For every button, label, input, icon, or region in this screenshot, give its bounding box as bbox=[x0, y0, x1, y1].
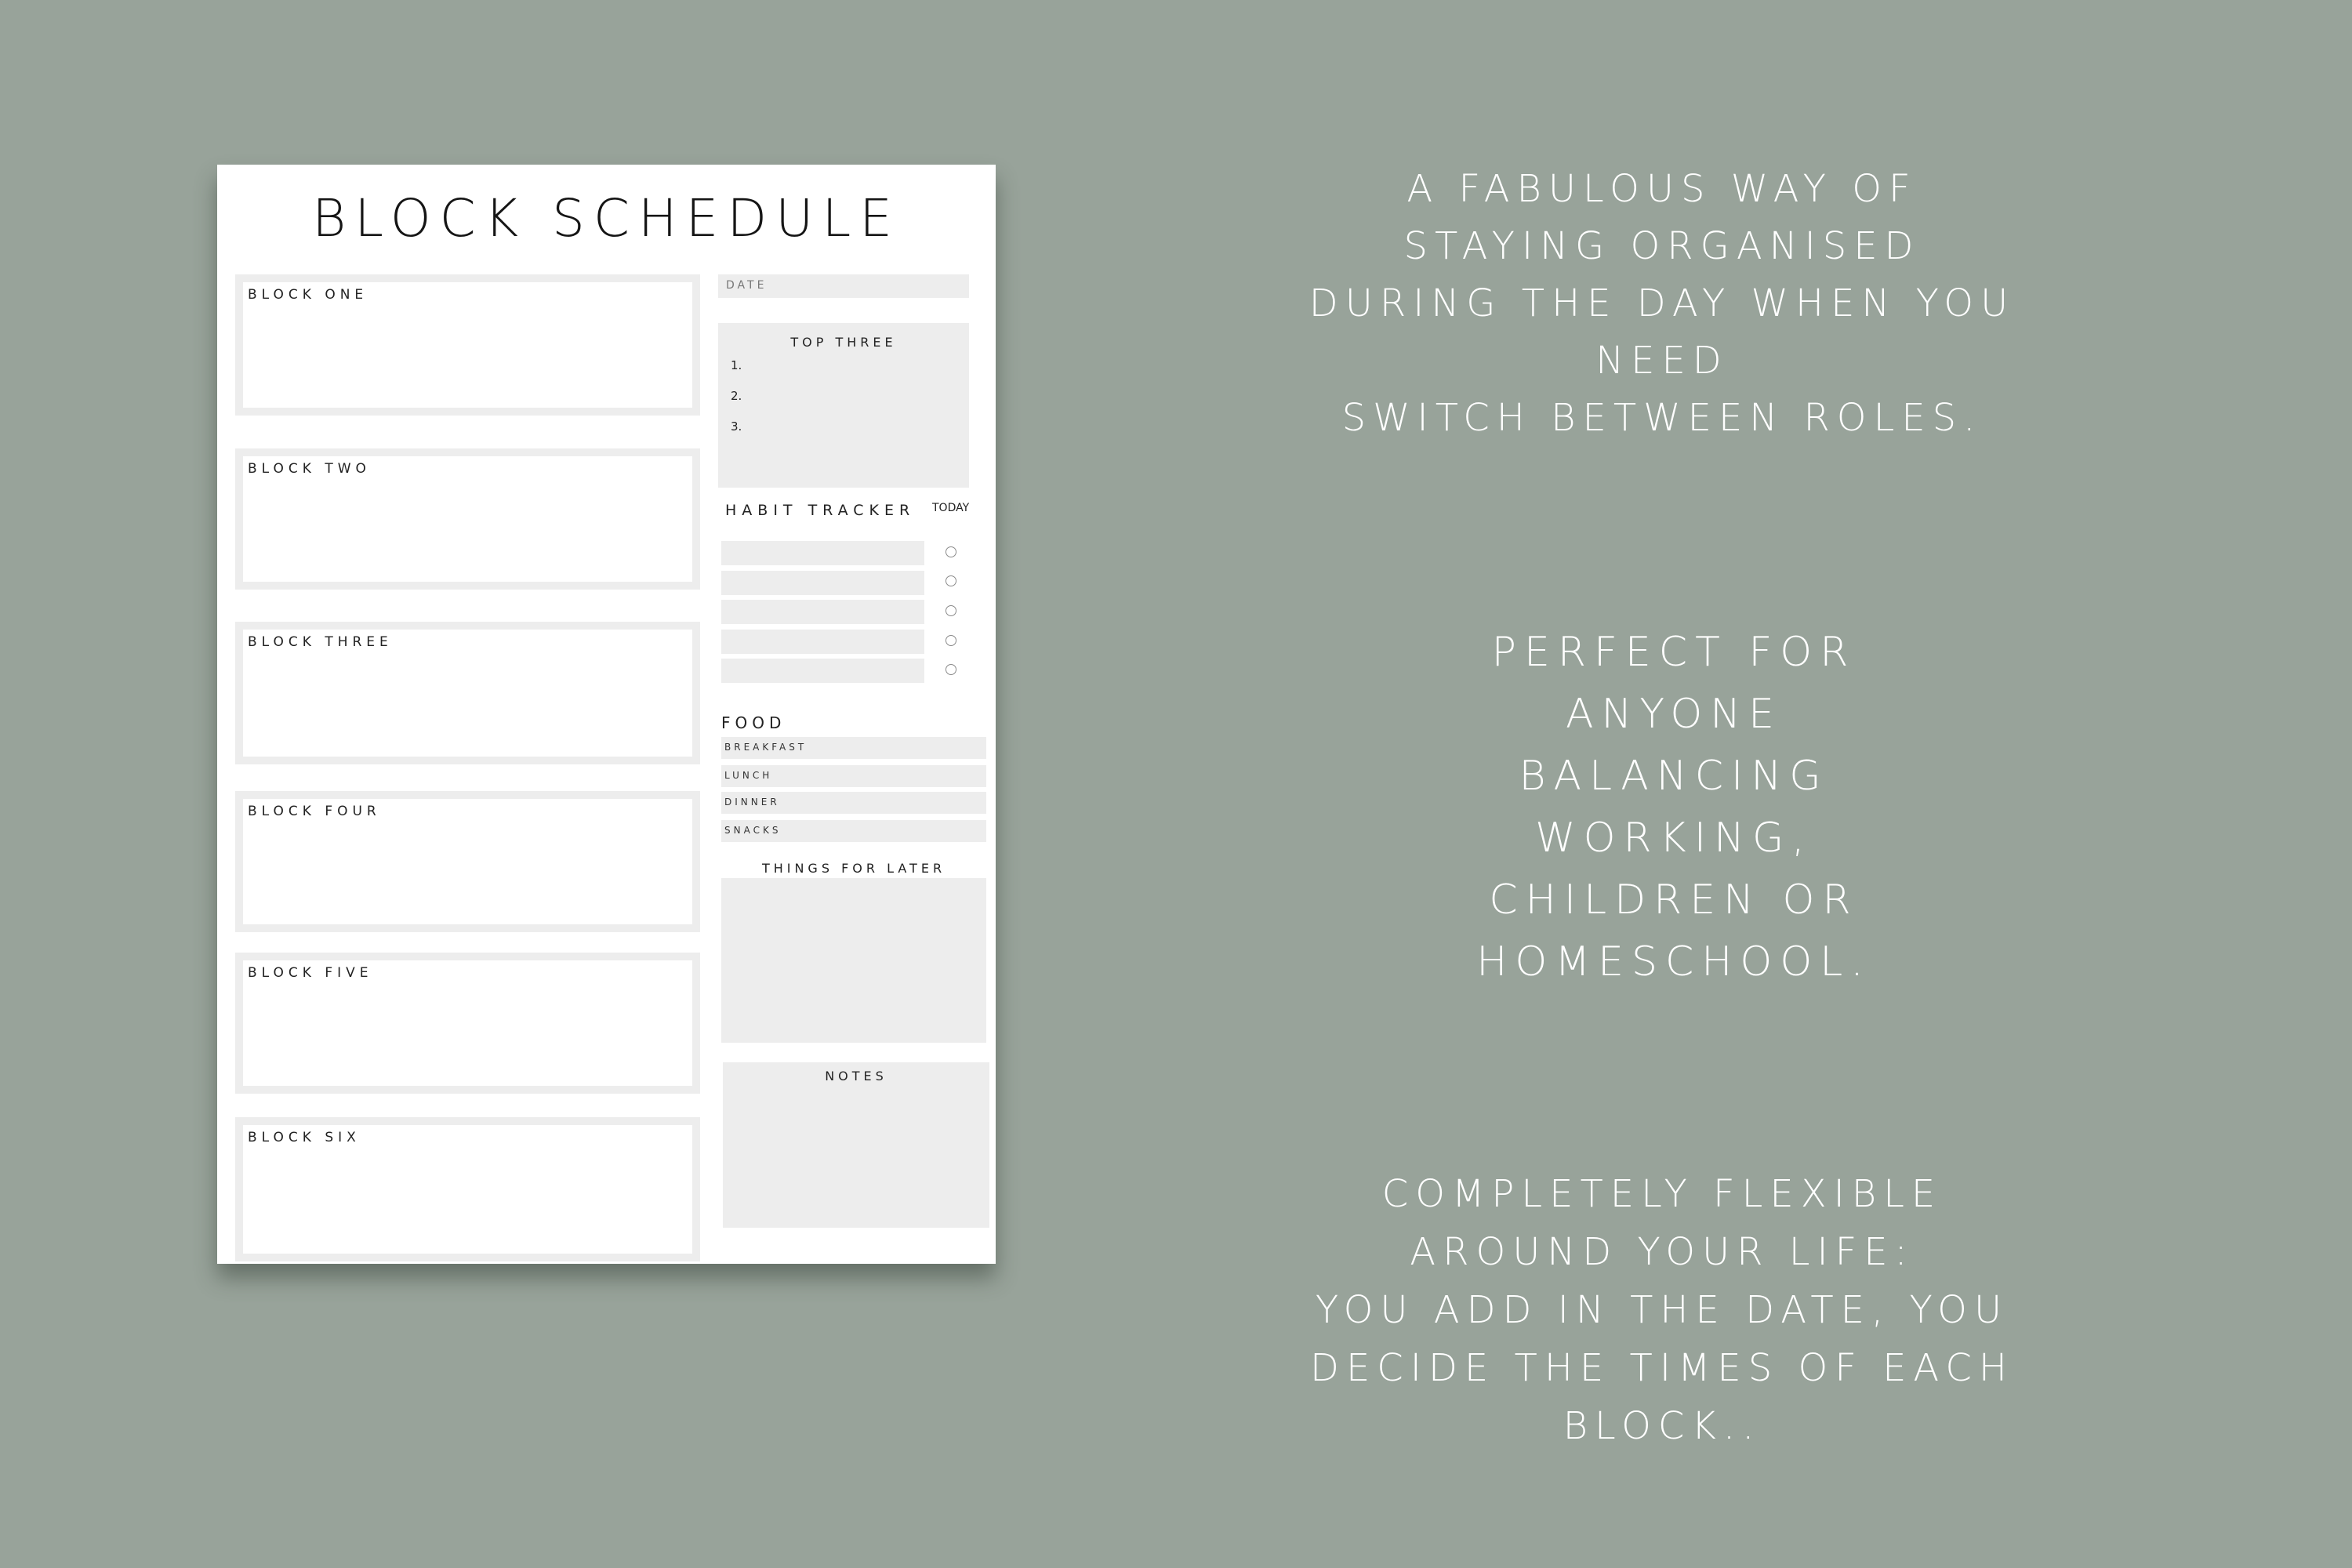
copy-line: BALANCING bbox=[1519, 753, 1829, 800]
food-row-lunch bbox=[721, 765, 986, 787]
food-breakfast-label: BREAKFAST bbox=[724, 742, 808, 753]
copy-line: CHILDREN OR bbox=[1489, 877, 1859, 924]
copy-line: WORKING, bbox=[1535, 815, 1813, 862]
food-dinner-label: DINNER bbox=[724, 797, 780, 808]
block-four-box bbox=[235, 791, 700, 932]
block-five-box bbox=[235, 953, 700, 1094]
habit-row bbox=[721, 630, 924, 654]
date-field bbox=[718, 274, 969, 298]
top-three-item-1: 1. bbox=[731, 358, 742, 372]
date-label: DATE bbox=[726, 279, 768, 292]
copy-line: STAYING ORGANISED bbox=[1403, 224, 1921, 268]
copy-line: PERFECT FOR bbox=[1491, 629, 1857, 676]
block-six-label: BLOCK SIX bbox=[248, 1130, 361, 1145]
block-two-box bbox=[235, 448, 700, 590]
copy-line: NEED bbox=[1595, 339, 1729, 383]
food-snacks-label: SNACKS bbox=[724, 825, 782, 836]
copy-line: DURING THE DAY WHEN YOU bbox=[1308, 281, 2016, 325]
food-row-snacks bbox=[721, 820, 986, 842]
copy-paragraph-3 bbox=[1223, 1165, 2101, 1455]
habit-check-circle bbox=[946, 664, 956, 675]
top-three-label: TOP THREE bbox=[790, 335, 897, 350]
habit-tracker-label: HABIT TRACKER bbox=[725, 502, 916, 519]
top-three-panel bbox=[718, 323, 969, 488]
food-lunch-label: LUNCH bbox=[724, 770, 773, 781]
copy-line: AROUND YOUR LIFE: bbox=[1410, 1230, 1915, 1274]
copy-line: COMPLETELY FLEXIBLE bbox=[1381, 1172, 1943, 1216]
block-six-box bbox=[235, 1117, 700, 1261]
block-four-label: BLOCK FOUR bbox=[248, 804, 381, 819]
copy-line: SWITCH BETWEEN ROLES. bbox=[1341, 396, 1983, 440]
copy-paragraph-2 bbox=[1254, 622, 2093, 993]
habit-check-circle bbox=[946, 605, 956, 616]
copy-line: ANYONE bbox=[1565, 691, 1783, 738]
habit-check-circle bbox=[946, 546, 956, 557]
habit-check-circle bbox=[946, 635, 956, 646]
habit-row bbox=[721, 571, 924, 595]
habit-check-circle bbox=[946, 575, 956, 586]
copy-line: BLOCK.. bbox=[1563, 1404, 1762, 1448]
copy-line: A FABULOUS WAY OF bbox=[1406, 167, 1918, 211]
food-label: FOOD bbox=[721, 713, 786, 732]
block-one-label: BLOCK ONE bbox=[248, 287, 368, 303]
copy-line: HOMESCHOOL. bbox=[1476, 938, 1871, 985]
block-one-box bbox=[235, 274, 700, 416]
notes-label: NOTES bbox=[825, 1069, 887, 1083]
food-row-dinner bbox=[721, 792, 986, 814]
block-two-label: BLOCK TWO bbox=[248, 461, 371, 477]
top-three-item-2: 2. bbox=[731, 389, 742, 403]
habit-row bbox=[721, 600, 924, 624]
notes-panel bbox=[723, 1062, 989, 1228]
planner-sheet bbox=[217, 165, 996, 1264]
block-three-label: BLOCK THREE bbox=[248, 634, 393, 650]
block-three-box bbox=[235, 622, 700, 764]
habit-tracker-today-label: TODAY bbox=[932, 502, 970, 514]
copy-line: YOU ADD IN THE DATE, YOU bbox=[1315, 1288, 2009, 1332]
things-for-later-panel bbox=[721, 878, 986, 1043]
top-three-item-3: 3. bbox=[731, 419, 742, 434]
sheet-title: BLOCK SCHEDULE bbox=[312, 188, 901, 249]
food-row-breakfast bbox=[721, 737, 986, 759]
copy-line: DECIDE THE TIMES OF EACH bbox=[1309, 1346, 2015, 1390]
things-for-later-label: THINGS FOR LATER bbox=[761, 861, 946, 876]
habit-row bbox=[721, 541, 924, 565]
block-five-label: BLOCK FIVE bbox=[248, 965, 373, 981]
habit-row bbox=[721, 659, 924, 683]
copy-paragraph-1 bbox=[1223, 161, 2101, 447]
